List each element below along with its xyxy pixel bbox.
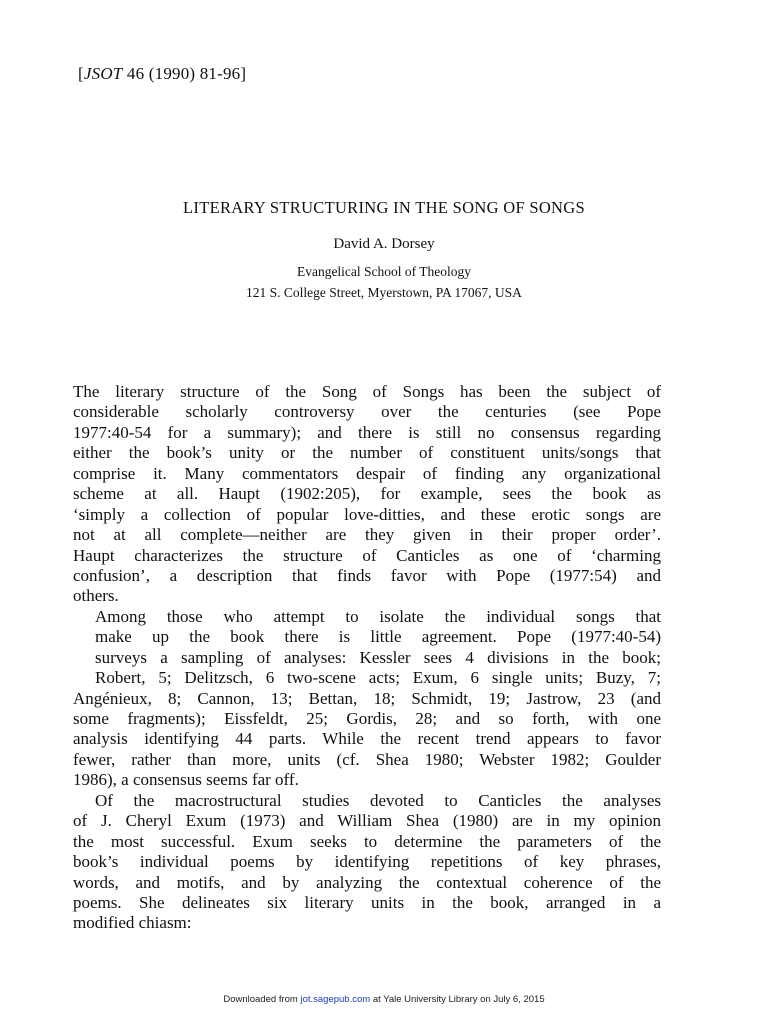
download-notice-suffix: at Yale University Library on July 6, 2015 bbox=[370, 994, 545, 1005]
body-line: poems. She delineates six literary units in the book, arranged in a bbox=[73, 892, 661, 912]
body-line: fewer, rather than more, units (cf. Shea 1980; Webster 1982; Goulder bbox=[73, 749, 661, 769]
body-line: Haupt characterizes the structure of Canticles as one of ‘charming bbox=[73, 545, 661, 565]
body-line: not at all complete—neither are they given in their proper order’. bbox=[73, 525, 661, 545]
body-line: Among those who attempt to isolate the individual songs that bbox=[95, 606, 661, 626]
body-line: surveys a sampling of analyses: Kessler sees 4 divisions in the book; bbox=[95, 647, 661, 667]
body-line: comprise it. Many commentators despair of finding any organizational bbox=[73, 463, 661, 483]
body-line: scheme at all. Haupt (1902:205), for example, sees the book as bbox=[73, 484, 661, 504]
affiliation-address: 121 S. College Street, Myerstown, PA 17067, USA bbox=[246, 285, 522, 300]
author-name: David A. Dorsey bbox=[333, 236, 435, 252]
journal-abbreviation: JSOT bbox=[83, 64, 123, 83]
body-line: confusion’, a description that finds favor with Pope (1977:54) and bbox=[73, 565, 661, 585]
body-line: of J. Cheryl Exum (1973) and William Shea (1980) are in my opinion bbox=[73, 811, 661, 831]
article-title: LITERARY STRUCTURING IN THE SONG OF SONGS bbox=[183, 198, 585, 217]
body-line: Angénieux, 8; Cannon, 13; Bettan, 18; Schmidt, 19; Jastrow, 23 (and bbox=[73, 688, 661, 708]
body-line: words, and motifs, and by analyzing the contextual coherence of the bbox=[73, 872, 661, 892]
body-line: book’s individual poems by identifying repetitions of key phrases, bbox=[73, 852, 661, 872]
body-line: make up the book there is little agreement. Pope (1977:40-54) bbox=[95, 627, 661, 647]
body-line: either the book’s unity or the number of constituent units/songs that bbox=[73, 443, 661, 463]
body-line: analysis identifying 44 parts. While the recent trend appears to favor bbox=[73, 729, 661, 749]
citation-bracket: [ bbox=[78, 64, 84, 83]
body-line: the most successful. Exum seeks to determine the parameters of the bbox=[73, 831, 661, 851]
download-notice-prefix: Downloaded from bbox=[223, 994, 301, 1005]
body-line: Robert, 5; Delitzsch, 6 two-scene acts; Exum, 6 single units; Buzy, 7; bbox=[95, 668, 661, 688]
body-line: ‘simply a collection of popular love-ditties, and these erotic songs are bbox=[73, 504, 661, 524]
citation-volume-pages: 46 (1990) 81-96] bbox=[122, 64, 247, 83]
body-line: modified chiasm: bbox=[73, 913, 192, 933]
body-line: Of the macrostructural studies devoted to Canticles the analyses bbox=[95, 790, 661, 810]
journal-citation bbox=[78, 64, 246, 84]
body-line: others. bbox=[73, 586, 119, 606]
affiliation-institution: Evangelical School of Theology bbox=[296, 264, 472, 279]
article-body bbox=[73, 382, 661, 934]
download-notice bbox=[0, 994, 768, 1005]
body-line: 1986), a consensus seems far off. bbox=[73, 770, 299, 790]
source-link[interactable]: jot.sagepub.com bbox=[300, 994, 371, 1005]
body-line: The literary structure of the Song of Songs has been the subject of bbox=[73, 382, 661, 401]
body-line: 1977:40-54 for a summary); and there is still no consensus regarding bbox=[73, 422, 661, 442]
body-line: considerable scholarly controversy over the centuries (see Pope bbox=[73, 402, 661, 422]
body-line: some fragments); Eissfeldt, 25; Gordis, 28; and so forth, with one bbox=[73, 709, 661, 728]
